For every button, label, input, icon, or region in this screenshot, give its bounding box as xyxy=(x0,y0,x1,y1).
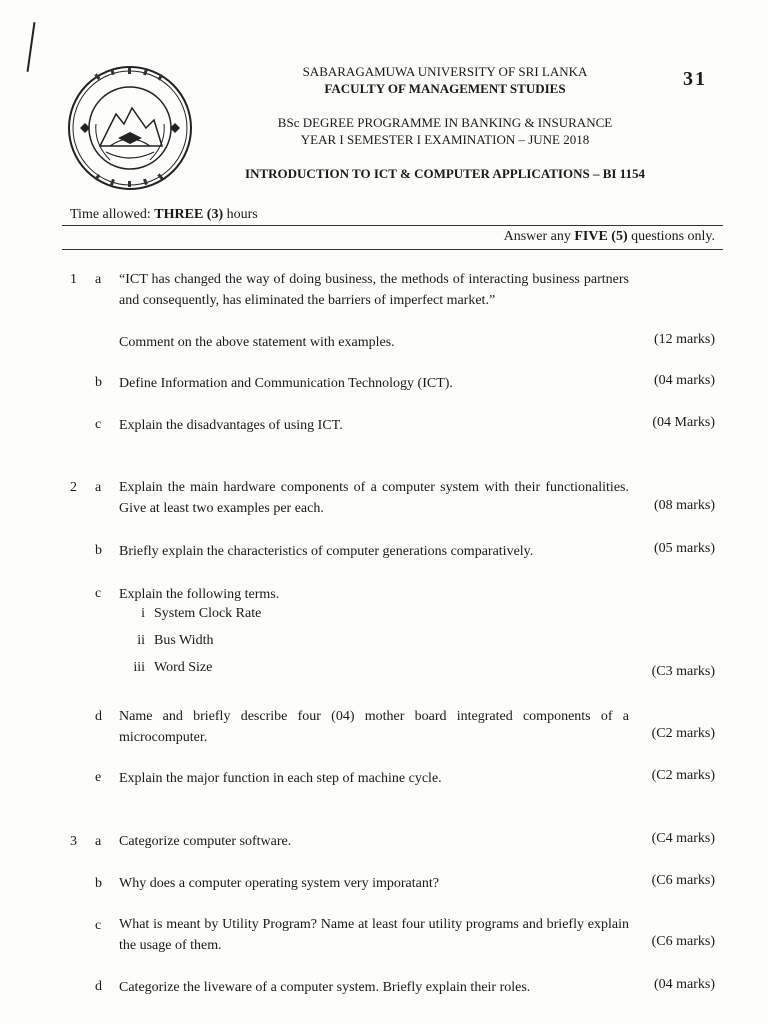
question-2d-marks: (C2 marks) xyxy=(651,726,715,741)
question-2a-text: Explain the main hardware components of a computer system with their functionalities. Give at least two examples per each. xyxy=(119,480,629,516)
roman-numeral: ii xyxy=(137,633,145,648)
term-item: Bus Width xyxy=(154,633,214,648)
part-letter: b xyxy=(95,876,102,891)
roman-numeral: iii xyxy=(133,660,145,675)
divider-bottom xyxy=(62,249,723,250)
programme-name: BSc DEGREE PROGRAMME IN BANKING & INSURANCE xyxy=(277,115,613,130)
question-1b-marks: (04 marks) xyxy=(653,373,715,388)
question-3c-text: What is meant by Utility Program? Name at least four utility programs and briefly explain the usage of them. xyxy=(119,917,629,953)
question-number: 3 xyxy=(70,834,77,849)
question-1a-instruction: Comment on the above statement with examples. xyxy=(119,335,395,350)
university-seal-logo xyxy=(66,64,194,192)
instruction-suffix: questions only. xyxy=(627,229,715,244)
question-2b-marks: (05 marks) xyxy=(653,541,715,556)
question-2d-text: Name and briefly describe four (04) mother board integrated components of a microcomputer. xyxy=(119,709,629,745)
question-1c-marks: (04 Marks) xyxy=(652,415,715,430)
question-3c-marks: (C6 marks) xyxy=(651,934,715,949)
part-letter: a xyxy=(95,272,102,287)
university-name: SABARAGAMUWA UNIVERSITY OF SRI LANKA xyxy=(302,64,588,79)
part-letter: b xyxy=(95,375,102,390)
instruction xyxy=(504,229,715,245)
time-value: THREE (3) xyxy=(154,207,224,222)
part-letter: c xyxy=(95,918,102,933)
term-item: Word Size xyxy=(154,660,213,675)
question-1c-text: Explain the disadvantages of using ICT. xyxy=(119,418,343,433)
exam-name: YEAR I SEMESTER I EXAMINATION – JUNE 2018 xyxy=(300,132,590,147)
question-number: 1 xyxy=(70,272,77,287)
part-letter: d xyxy=(95,709,102,724)
question-2c-text: Explain the following terms. xyxy=(119,587,280,602)
roman-numeral: i xyxy=(141,606,145,621)
question-3d-text: Categorize the liveware of a computer system. Briefly explain their roles. xyxy=(119,980,531,995)
part-letter: b xyxy=(95,543,102,558)
time-suffix: hours xyxy=(223,207,258,222)
instruction-value: FIVE (5) xyxy=(574,229,628,244)
question-1b-text: Define Information and Communication Technology (ICT). xyxy=(119,376,453,391)
question-3a-text: Categorize computer software. xyxy=(119,834,292,849)
question-3b-marks: (C6 marks) xyxy=(651,873,715,888)
question-3a-marks: (C4 marks) xyxy=(651,831,715,846)
page-number: 31 xyxy=(683,68,707,90)
part-letter: c xyxy=(95,417,102,432)
part-letter: e xyxy=(95,770,102,785)
question-number: 2 xyxy=(70,480,77,495)
time-allowed xyxy=(70,207,258,223)
part-letter: d xyxy=(95,979,102,994)
question-1a-text: “ICT has changed the way of doing business, the methods of interacting business partners and consequently, has eliminated the barriers of imperfect market.” xyxy=(119,272,629,308)
question-2e-marks: (C2 marks) xyxy=(651,768,715,783)
instruction-prefix: Answer any xyxy=(503,229,575,244)
part-letter: a xyxy=(95,480,102,495)
part-letter: c xyxy=(95,586,102,601)
faculty-name: FACULTY OF MANAGEMENT STUDIES xyxy=(324,81,566,96)
part-letter: a xyxy=(95,834,102,849)
pen-mark xyxy=(27,22,36,72)
time-prefix: Time allowed: xyxy=(70,207,155,222)
question-2b-text: Briefly explain the characteristics of computer generations comparatively. xyxy=(119,544,534,559)
question-3d-marks: (04 marks) xyxy=(653,977,715,992)
question-2e-text: Explain the major function in each step of machine cycle. xyxy=(119,771,442,786)
question-2a-marks: (08 marks) xyxy=(653,498,715,513)
question-3b-text: Why does a computer operating system very imporatant? xyxy=(119,876,439,891)
course-title: INTRODUCTION TO ICT & COMPUTER APPLICATIONS – BI 1154 xyxy=(245,166,645,181)
term-item: System Clock Rate xyxy=(154,606,262,621)
divider-top xyxy=(62,225,723,226)
question-1a-marks: (12 marks) xyxy=(653,332,715,347)
question-2c-marks: (C3 marks) xyxy=(651,664,715,679)
